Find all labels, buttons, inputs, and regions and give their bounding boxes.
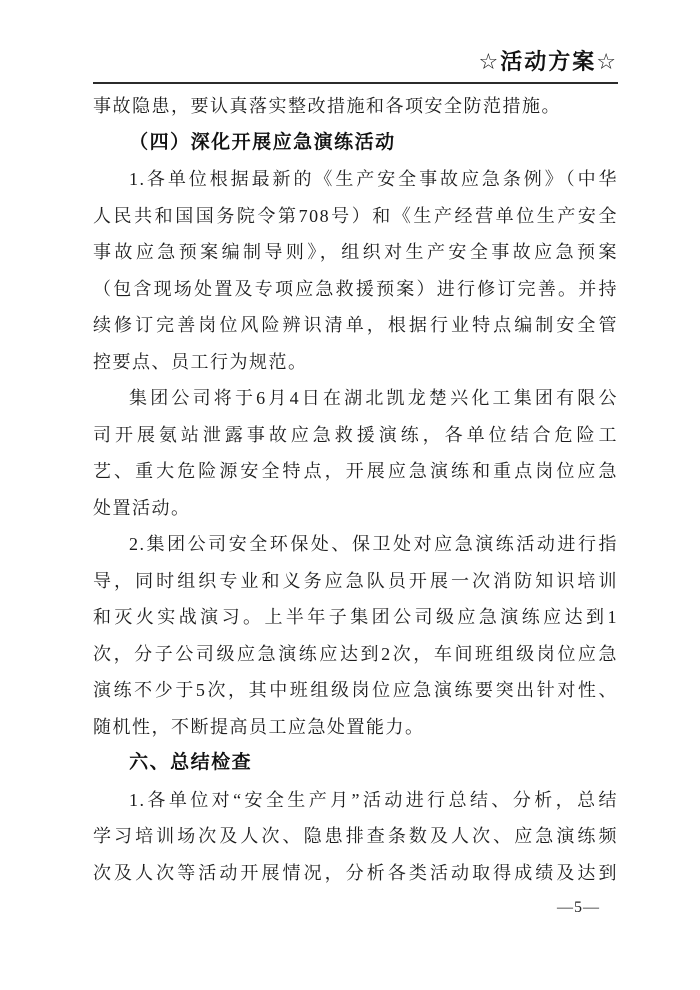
text-line: 次，分子公司级应急演练应达到2次，车间班组级岗位应急 — [93, 643, 618, 664]
heading-line: 六、总结检查 — [129, 752, 253, 773]
text-line: 司开展氨站泄露事故应急救援演练，各单位结合危险工 — [93, 424, 618, 445]
text-line: 随机性，不断提高员工应急处置能力。 — [93, 716, 425, 737]
text-line: 导，同时组织专业和义务应急队员开展一次消防知识培训 — [93, 570, 618, 591]
text-line: 学习培训场次及人次、隐患排查条数及人次、应急演练频 — [93, 826, 618, 846]
text-line: （包含现场处置及专项应急救援预案）进行修订完善。并持 — [93, 278, 618, 299]
text-line: 1.各单位对“安全生产月”活动进行总结、分析，总结 — [129, 789, 618, 810]
page-header — [93, 48, 618, 84]
document-body — [93, 88, 618, 891]
text-line: 集团公司将于6月4日在湖北凯龙楚兴化工集团有限公 — [129, 388, 618, 408]
text-line: 处置活动。 — [93, 497, 191, 518]
text-line: 2.集团公司安全环保处、保卫处对应急演练活动进行指 — [129, 534, 618, 554]
text-line: 续修订完善岗位风险辨识清单，根据行业特点编制安全管 — [93, 315, 618, 335]
text-line: 事故应急预案编制导则》，组织对生产安全事故应急预案 — [93, 242, 618, 262]
text-line: 演练不少于5次，其中班组级岗位应急演练要突出针对性、 — [93, 680, 618, 700]
page-number: —5— — [557, 899, 600, 916]
heading-line: （四）深化开展应急演练活动 — [129, 131, 396, 153]
text-line: 控要点、员工行为规范。 — [93, 351, 308, 372]
text-line: 艺、重大危险源安全特点，开展应急演练和重点岗位应急 — [93, 461, 618, 481]
header-title: ☆活动方案☆ — [478, 49, 618, 74]
text-line: 次及人次等活动开展情况，分析各类活动取得成绩及达到 — [93, 862, 618, 883]
text-line: 事故隐患，要认真落实整改措施和各项安全防范措施。 — [93, 96, 561, 116]
header-rule — [93, 82, 618, 84]
text-line: 和灭火实战演习。上半年子集团公司级应急演练应达到1 — [93, 607, 618, 627]
text-line: 1.各单位根据最新的《生产安全事故应急条例》（中华 — [129, 169, 618, 189]
text-line: 人民共和国国务院令第708号）和《生产经营单位生产安全 — [93, 205, 618, 226]
